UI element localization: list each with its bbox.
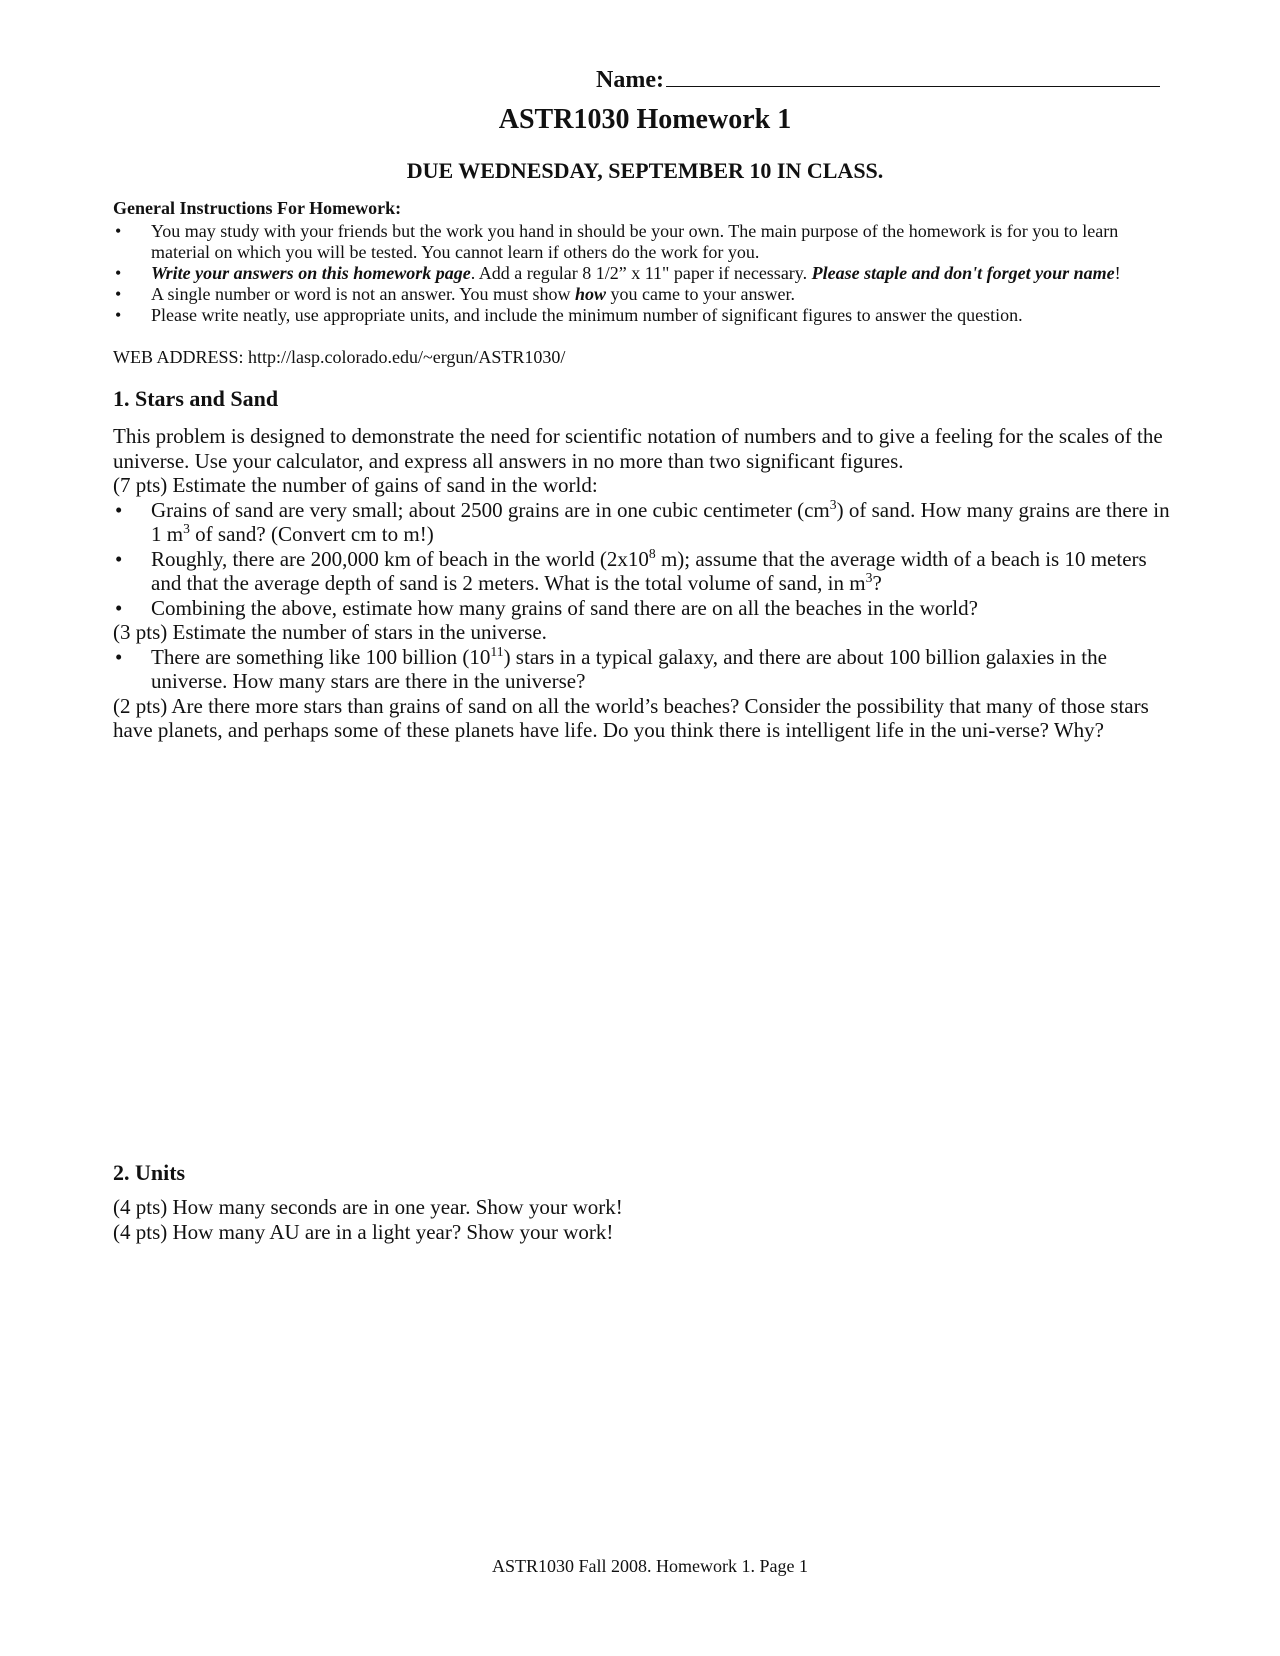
section-1-heading: 1. Stars and Sand [113,386,279,411]
name-blank-line [666,64,1160,87]
bullet: • [115,284,122,304]
list-item: • You may study with your friends but the work you hand in should be your own. The main purpose of the homework is for you to learn material on which you will be tested. You cannot learn if others do the work for you. [115,221,1119,262]
part-c-prompt: (2 pts) Are there more stars than grains of sand on all the world’s beaches? Consider the possibility that many of those stars have planets, and perhaps some of these planets have life. Do you think there is intelligent life in the uni-verse? Why? [113,693,1149,742]
list-item: • There are something like 100 billion $(10^{11})$ stars in a typical galaxy, and there are about 100 billion galaxies in the universe. How many stars are there in the universe? [115,643,1107,693]
section-2-heading: 2. Units [113,1160,186,1185]
list-item: • A single number or word is not an answer. You must show how you came to your answer. [115,284,795,304]
instructions-heading: General Instructions For Homework: [113,198,402,218]
list-item: • Grains of sand are very small; about 2500 grains are in one cubic centimeter $(cm^3)$ of sand. How many grains are there in 1 $m^3$ of sand? (Convert cm to m!) [115,496,1170,546]
bullet: • [115,595,123,620]
list-item: • Combining the above, estimate how many grains of sand there are on all the beaches in the world? [115,595,978,620]
units-question-1: (4 pts) How many seconds are in one year. Show your work! [113,1195,623,1219]
instructions-list [113,221,1173,326]
part-b-prompt: (3 pts) Estimate the number of stars in the universe. [113,620,547,644]
name-field [596,64,1160,94]
bullet: • [115,497,123,522]
section-1-body [113,424,1175,743]
bullet: • [115,644,123,669]
bullet: • [115,546,123,571]
part-b-list [113,645,1175,694]
bullet: • [115,263,122,283]
web-address: WEB ADDRESS: http://lasp.colorado.edu/~ergun/ASTR1030/ [113,347,566,367]
name-label: Name: [596,67,664,93]
bullet: • [115,305,122,325]
part-a-list [113,498,1175,621]
list-item: • Roughly, there are 200,000 km of beach in the world ($2x10^8$ m); assume that the average width of a beach is 10 meters and that the average depth of sand is 2 meters. What is the total volume of sand, in $m^3$? [115,545,1147,595]
bullet: • [115,221,122,241]
section-1-intro: This problem is designed to demonstrate the need for scientific notation of numbers and to give a feeling for the scales of the universe. Use your calculator, and express all answers in no more than two significant figures. [113,424,1163,473]
page-title: ASTR1030 Homework 1 [498,104,792,135]
part-a-prompt: (7 pts) Estimate the number of gains of sand in the world: [113,473,598,497]
units-question-2: (4 pts) How many AU are in a light year? Show your work! [113,1220,614,1244]
due-date: DUE WEDNESDAY, SEPTEMBER 10 IN CLASS. [406,158,884,183]
section-2-body [113,1195,1173,1245]
page-footer: ASTR1030 Fall 2008. Homework 1. Page 1 [492,1556,808,1576]
list-item: • Write your answers on this homework page. Add a regular 8 1/2” x 11" paper if necessary. Please staple and don't forget your name! [115,263,1121,283]
list-item: • Please write neatly, use appropriate units, and include the minimum number of significant figures to answer the question. [115,305,1023,325]
